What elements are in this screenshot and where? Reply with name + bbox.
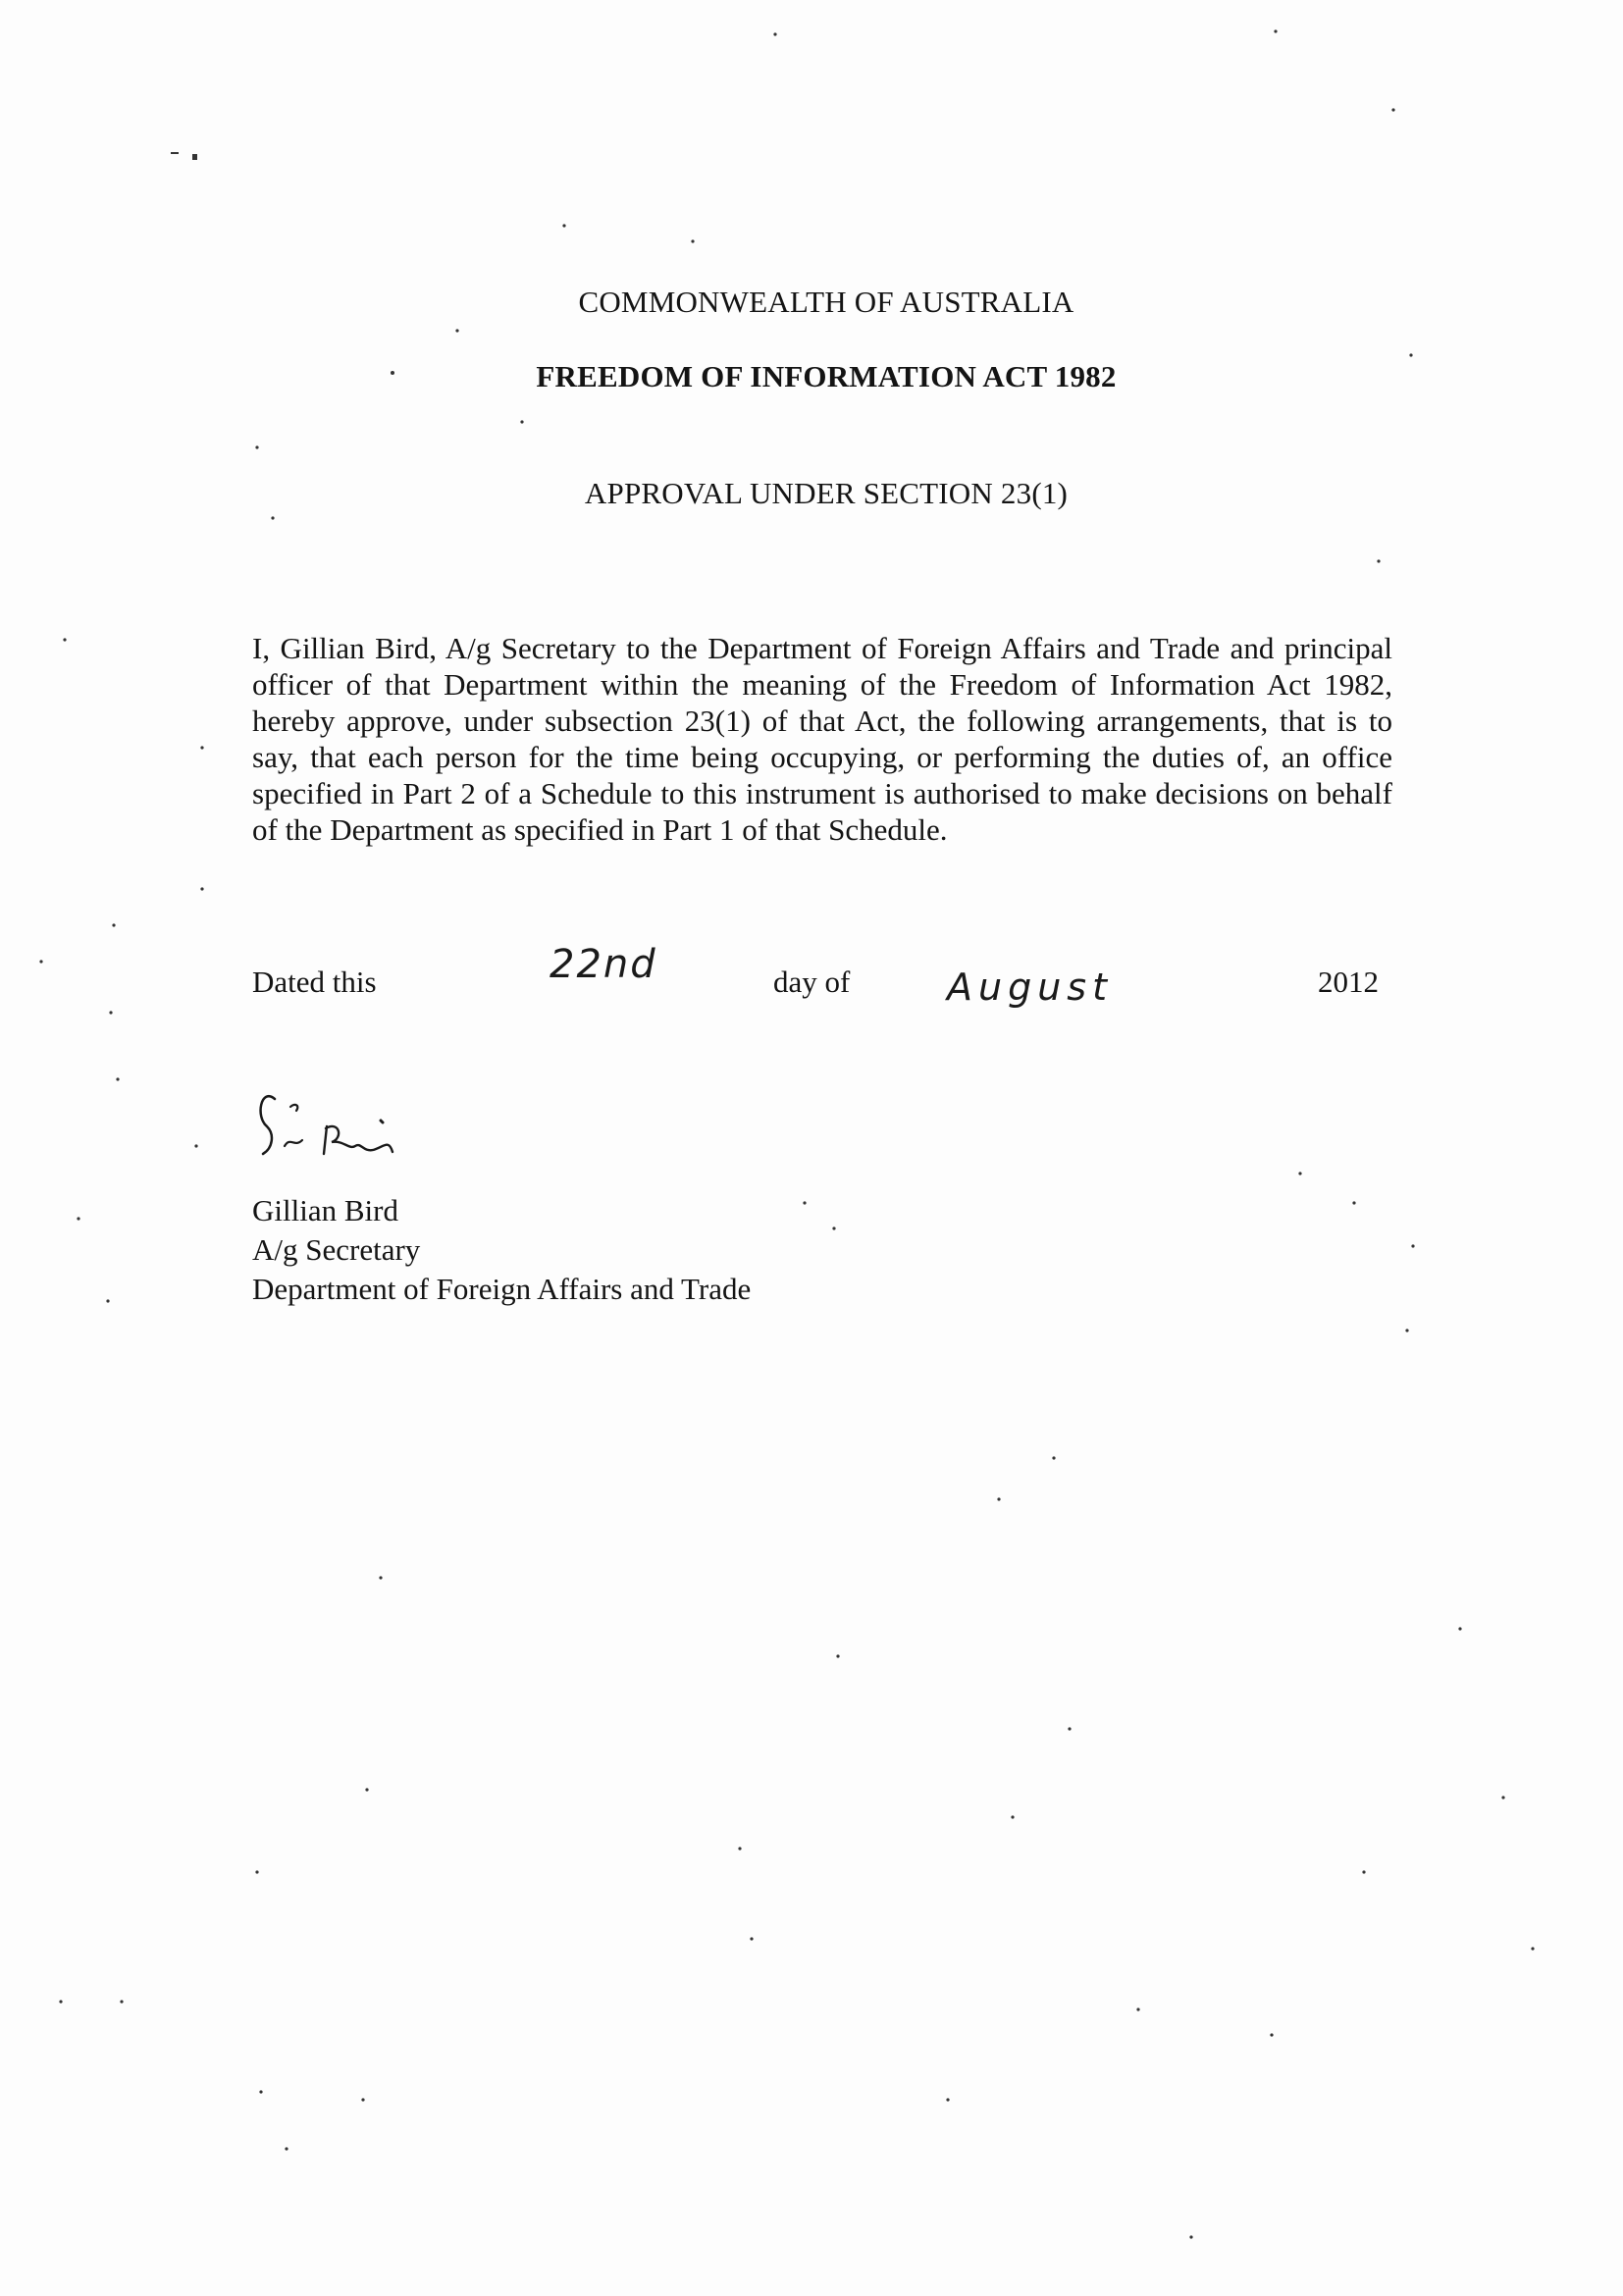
day-of-label: day of (773, 965, 851, 999)
signatory-name: Gillian Bird (252, 1193, 398, 1227)
signature-block (252, 1191, 751, 1309)
dated-this-label: Dated this (252, 965, 377, 999)
approval-paragraph: I, Gillian Bird, A/g Secretary to the Department of Foreign Affairs and Trade and principal officer of that Department within the meaning of the Freedom of Information Act 1982, hereby approve, under subsection 23(1) of that Act, the following arrangements, that is to say, that each person for the time being occupying, or performing the duties of, an office specified in Part 2 of a Schedule to this instrument is authorised to make decisions on behalf of the Department as specified in Part 1 of that Schedule. (252, 631, 1392, 847)
signatory-title: A/g Secretary (252, 1232, 421, 1267)
heading-act-title: FREEDOM OF INFORMATION ACT 1982 (536, 359, 1117, 393)
heading-approval-section: APPROVAL UNDER SECTION 23(1) (584, 476, 1069, 510)
handwritten-day: 22nd (550, 942, 657, 987)
heading-commonwealth: COMMONWEALTH OF AUSTRALIA (578, 285, 1074, 319)
signature-icon (253, 1077, 449, 1166)
year-label: 2012 (1318, 965, 1379, 999)
signatory-department: Department of Foreign Affairs and Trade (252, 1272, 752, 1306)
handwritten-month: August (947, 965, 1113, 1009)
